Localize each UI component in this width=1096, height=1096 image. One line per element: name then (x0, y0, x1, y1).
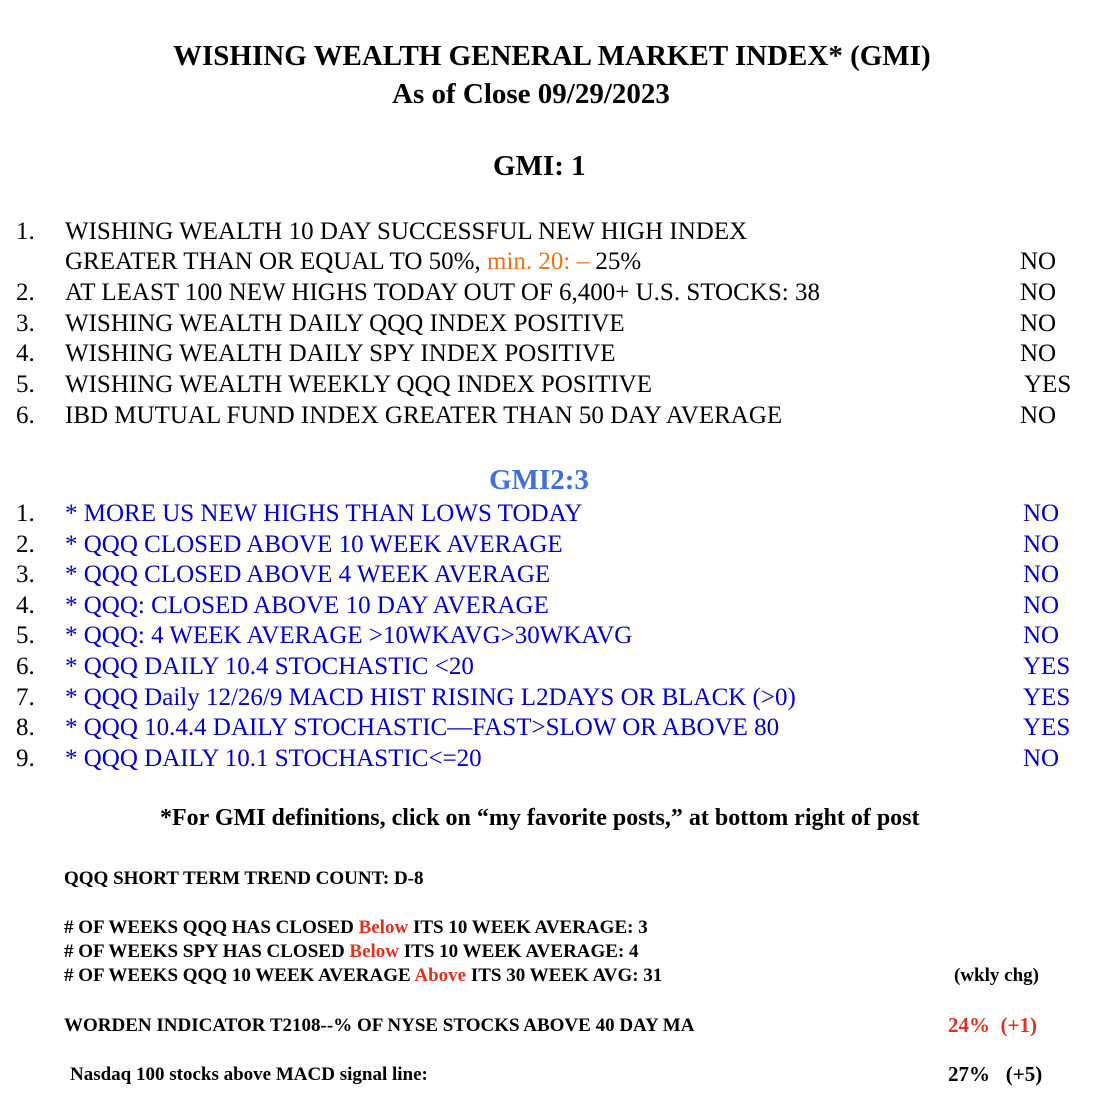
gmi2-item-text: * QQQ CLOSED ABOVE 4 WEEK AVERAGE (65, 561, 551, 588)
weeks-post: ITS 10 WEEK AVERAGE: 3 (408, 917, 648, 938)
gmi-item-text: WISHING WEALTH DAILY SPY INDEX POSITIVE (65, 340, 616, 367)
gmi-item-value: NO (1020, 248, 1057, 275)
weeks-qqq-below-10wk (64, 917, 648, 939)
weeks-highlight: Above (414, 965, 467, 986)
page-title: WISHING WEALTH GENERAL MARKET INDEX* (GMI) (173, 40, 931, 72)
gmi-item-value: NO (1020, 279, 1057, 306)
gmi2-item-number: 6. (16, 653, 35, 680)
weekly-change-label: (wkly chg) (954, 965, 1039, 986)
gmi2-item-text: * QQQ DAILY 10.1 STOCHASTIC<=20 (65, 745, 482, 772)
nasdaq-change: (+5) (1005, 1062, 1043, 1086)
gmi2-item-text: * QQQ: CLOSED ABOVE 10 DAY AVERAGE (65, 592, 549, 619)
gmi-item-text: WISHING WEALTH DAILY QQQ INDEX POSITIVE (65, 310, 625, 337)
gmi-definitions-note: *For GMI definitions, click on “my favorite posts,” at bottom right of post (160, 805, 920, 831)
gmi2-item-text: * QQQ DAILY 10.4 STOCHASTIC <20 (65, 653, 474, 680)
gmi2-item-value: NO (1023, 592, 1060, 619)
gmi-item-text: AT LEAST 100 NEW HIGHS TODAY OUT OF 6,400+ U.S. STOCKS: 38 (65, 279, 820, 306)
gmi-item-value: NO (1020, 310, 1057, 337)
gmi-item-value: YES (1024, 371, 1072, 398)
gmi-item-number: 4. (16, 340, 35, 367)
gmi2-item-text: * QQQ 10.4.4 DAILY STOCHASTIC—FAST>SLOW OR ABOVE 80 (65, 714, 780, 741)
as-of-date: As of Close 09/29/2023 (392, 78, 670, 110)
weeks-pre: # OF WEEKS QQQ HAS CLOSED (64, 917, 359, 938)
gmi2-item-number: 4. (16, 592, 35, 619)
gmi2-item-number: 9. (16, 745, 35, 772)
gmi-item-number: 1. (16, 218, 35, 245)
weeks-pre: # OF WEEKS SPY HAS CLOSED (64, 941, 350, 962)
gmi-item-value: NO (1020, 340, 1057, 367)
gmi2-item-value: NO (1023, 531, 1060, 558)
gmi-item-text: IBD MUTUAL FUND INDEX GREATER THAN 50 DAY AVERAGE (65, 402, 783, 429)
nasdaq-macd-value (948, 1062, 1042, 1087)
gmi2-item-value: NO (1023, 622, 1060, 649)
gmi2-item-value: NO (1023, 745, 1060, 772)
gmi2-title: GMI2:3 (489, 464, 589, 496)
weeks-post: ITS 30 WEEK AVG: 31 (466, 965, 663, 986)
gmi2-item-text: * QQQ Daily 12/26/9 MACD HIST RISING L2DAYS OR BLACK (>0) (65, 684, 796, 711)
weeks-highlight: Below (349, 941, 400, 962)
gmi2-item-value: YES (1023, 714, 1071, 741)
gmi2-item-value: YES (1023, 653, 1071, 680)
trend-count: QQQ SHORT TERM TREND COUNT: D-8 (64, 868, 424, 889)
gmi-item-number: 2. (16, 279, 35, 306)
gmi2-item-value: YES (1023, 684, 1071, 711)
gmi2-item-number: 2. (16, 531, 35, 558)
gmi2-item-value: NO (1023, 561, 1060, 588)
nasdaq-value: 27% (948, 1062, 990, 1086)
weeks-post: ITS 10 WEEK AVERAGE: 4 (399, 941, 639, 962)
worden-indicator-value (948, 1013, 1037, 1038)
gmi-item-number: 6. (16, 402, 35, 429)
worden-indicator-label: WORDEN INDICATOR T2108--% OF NYSE STOCKS ABOVE 40 DAY MA (64, 1015, 695, 1036)
gmi2-item-text: * MORE US NEW HIGHS THAN LOWS TODAY (65, 500, 583, 527)
gmi-item-text: WISHING WEALTH 10 DAY SUCCESSFUL NEW HIGH INDEX (65, 218, 748, 245)
gmi2-item-text: * QQQ: 4 WEEK AVERAGE >10WKAVG>30WKAVG (65, 622, 633, 649)
gmi-item-text-suffix: 25% (589, 248, 642, 275)
weeks-highlight: Below (358, 917, 409, 938)
gmi-item-highlight: min. 20: – (487, 248, 590, 275)
weeks-pre: # OF WEEKS QQQ 10 WEEK AVERAGE (64, 965, 415, 986)
gmi-item-value: NO (1020, 402, 1057, 429)
gmi2-item-value: NO (1023, 500, 1060, 527)
gmi2-item-number: 1. (16, 500, 35, 527)
gmi-item-text-line2 (65, 248, 641, 276)
gmi2-item-text: * QQQ CLOSED ABOVE 10 WEEK AVERAGE (65, 531, 563, 558)
gmi2-item-number: 7. (16, 684, 35, 711)
nasdaq-macd-label: Nasdaq 100 stocks above MACD signal line: (70, 1064, 428, 1085)
worden-change: (+1) (1000, 1013, 1037, 1037)
gmi-item-number: 5. (16, 371, 35, 398)
gmi2-item-number: 8. (16, 714, 35, 741)
gmi-score: GMI: 1 (493, 150, 586, 182)
gmi2-item-number: 3. (16, 561, 35, 588)
gmi-item-number: 3. (16, 310, 35, 337)
gmi2-item-number: 5. (16, 622, 35, 649)
weeks-qqq-10wk-above-30wk (64, 965, 662, 987)
worden-value: 24% (948, 1013, 990, 1037)
weeks-spy-below-10wk (64, 941, 639, 963)
gmi-item-text-prefix: GREATER THAN OR EQUAL TO 50%, (65, 248, 487, 275)
gmi-item-text: WISHING WEALTH WEEKLY QQQ INDEX POSITIVE (65, 371, 652, 398)
